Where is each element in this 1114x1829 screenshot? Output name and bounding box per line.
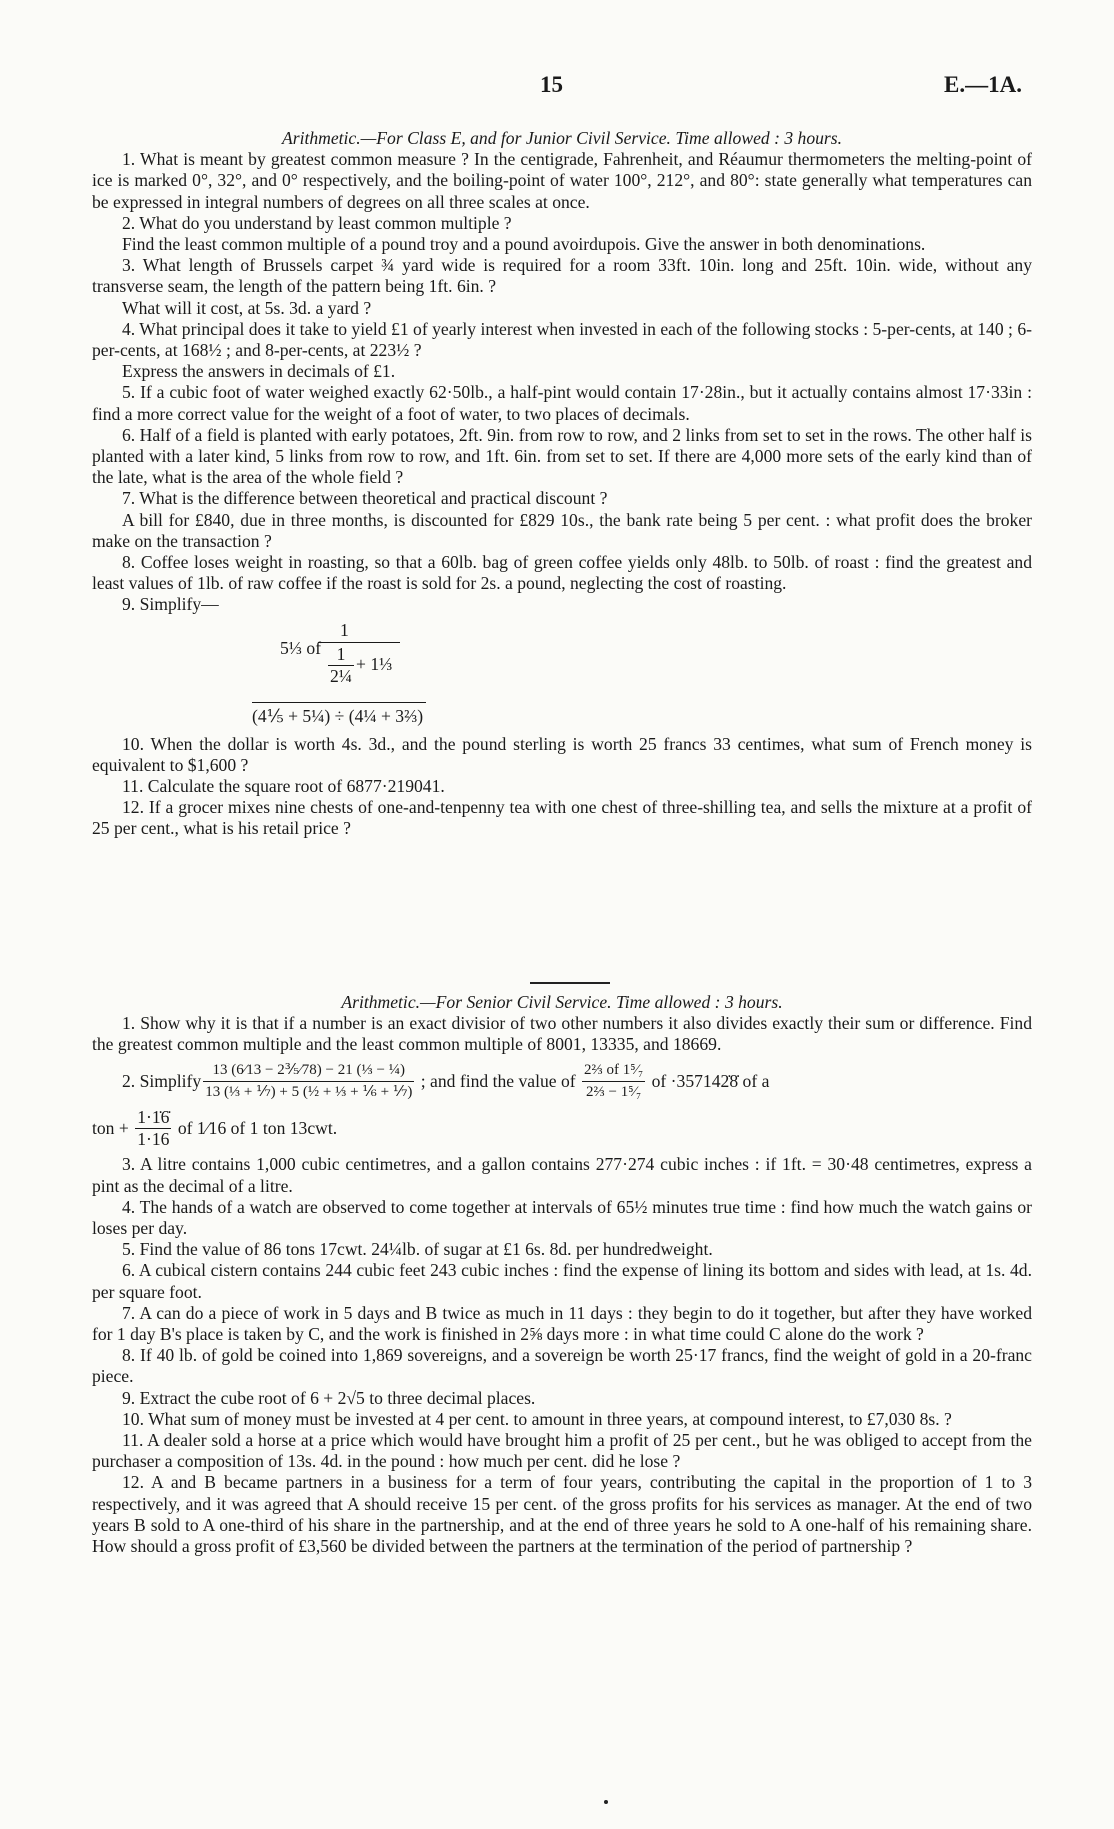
senior-q7: 7. A can do a piece of work in 5 days and B twice as much in 11 days : they begin to do it together, but after they have worked for 1 day B's place is taken by C, and the work is finished in 2⅝ days more : in what time could C alone do the work ? <box>92 1302 1032 1345</box>
senior-q8: 8. If 40 lb. of gold be coined into 1,869 sovereigns, and a sovereign be worth 25·17 francs, find the weight of gold in a 20-franc piece. <box>92 1345 1032 1387</box>
expr-one: 1 <box>340 619 349 640</box>
junior-q2b: Find the least common multiple of a pound troy and a pound avoirdupois. Give the answer in both denominations. <box>122 234 926 255</box>
expr-main-bar <box>252 702 426 703</box>
document-code: E.—1A. <box>944 72 1022 97</box>
expr-fraction-bar <box>318 642 400 643</box>
page-number: 15 <box>540 72 563 97</box>
senior-q1: 1. Show why it is that if a number is an exact divisior of two other numbers it also divides exactly their sum or difference. Find the greatest common multiple and the least common multiple of 8001, 13335, and 18669. <box>92 1013 1032 1055</box>
senior-q3: 3. A litre contains 1,000 cubic centimetres, and a gallon contains 277·274 cubic inches : if 1ft. = 30·48 centimetres, express a pint as the decimal of a litre. <box>92 1154 1032 1196</box>
junior-q3a: 3. What length of Brussels carpet ¾ yard wide is required for a room 33ft. 10in. long and 25ft. 10in. wide, without any transverse seam, the length of the pattern being 1ft. 6in. ? <box>92 255 1032 297</box>
junior-q10: 10. When the dollar is worth 4s. 3d., and the pound sterling is worth 25 francs 33 centimes, what sum of French money is equivalent to $1,600 ? <box>92 733 1032 775</box>
junior-q5: 5. If a cubic foot of water weighed exactly 62·50lb., a half-pint would contain 17·28in., but it actually contains almost 17·33in : find a more correct value for the weight of a foot of water, to two places of decimals. <box>92 382 1032 424</box>
expr-lead: 5⅓ of <box>280 637 322 658</box>
expr-denominator: (4⅕ + 5¼) ÷ (4¼ + 3⅔) <box>252 705 424 726</box>
junior-q7a: 7. What is the difference between theoretical and practical discount ? <box>122 488 608 509</box>
expr-inner <box>326 644 392 687</box>
senior-q10: 10. What sum of money must be invested at 4 per cent. to amount in three years, at compound interest, to £7,030 8s. ? <box>122 1408 952 1429</box>
senior-q5: 5. Find the value of 86 tons 17cwt. 24¼lb. of sugar at £1 6s. 8d. per hundredweight. <box>122 1239 713 1260</box>
senior-section <box>92 992 1032 1557</box>
junior-title: Arithmetic.—For Class E, and for Junior Civil Service. Time allowed : 3 hours. <box>281 128 843 148</box>
q2-fraction-3: $\frac{1\cdot 1̇6̇}{1\cdot 16}$ <box>137 1107 170 1150</box>
junior-q6: 6. Half of a field is planted with early potatoes, 2ft. 9in. from row to row, and 2 links from set to set in the rows. The other half is planted with a later kind, 5 links from row to row, and 1ft. 6in. from set to set. If there are 4,000 more sets of the early kind than of the late, what is the area of the whole field ? <box>92 424 1032 488</box>
senior-q9: 9. Extract the cube root of 6 + 2√5 to three decimal places. <box>122 1387 536 1408</box>
q2-fraction-2: $\frac{\text{2⅔ of 1⁵⁄₇}}{\text{2⅔ − 1⁵⁄₇}}$ <box>584 1061 644 1100</box>
senior-q2: 2. Simplify $\frac{\text{13 (6⁄13 − 2⅗⁄78) − 21 (⅓ − ¼)}}{\text{13 (⅓ + ⅐) + 5 (½ + ⅓ + ⅙ + ⅐)}}$ ; and find the value of $\frac{\text{2⅔ of 1⁵⁄₇}}{\text{2⅔ − 1⁵⁄₇}}$ of ·357142̇8̇ of a <box>92 1060 1032 1103</box>
junior-q7b: A bill for £840, due in three months, is discounted for £829 10s., the bank rate being 5 per cent. : what profit does the broker make on the transaction ? <box>92 509 1032 551</box>
senior-q12: 12. A and B became partners in a business for a term of four years, contributing the capital in the proportion of 1 to 3 respectively, and it was agreed that A should receive 15 per cent. of the gross profits for his services as manager. At the end of two years B sold to A one-third of his share in the partnership, and at the end of three years he sold to A one-half of his remaining share. How should a gross profit of £3,560 be divided between the partners at the termination of the period of partnership ? <box>92 1472 1032 1557</box>
q2-fraction-1: $\frac{\text{13 (6⁄13 − 2⅗⁄78) − 21 (⅓ − ¼)}}{\text{13 (⅓ + ⅐) + 5 (½ + ⅓ + ⅙ + ⅐)}}$ <box>205 1061 413 1100</box>
senior-q2-line2: ton + $\frac{1\cdot 1̇6̇}{1\cdot 16}$ of 1⁄16 of 1 ton 13cwt. <box>92 1107 338 1150</box>
section-divider <box>530 982 610 984</box>
junior-section <box>92 128 1032 840</box>
senior-q6: 6. A cubical cistern contains 244 cubic feet 243 cubic inches : find the expense of lining its bottom and sides with lead, at 1s. 4d. per square foot. <box>92 1260 1032 1302</box>
junior-q1: 1. What is meant by greatest common measure ? In the centigrade, Fahrenheit, and Réaumur thermometers the melting-point of ice is marked 0°, 32°, and 0° respectively, and the boiling-point of water 100°, 212°, and 80°: state generally what temperatures can be expressed in integral numbers of degrees on all three scales at once. <box>92 149 1032 212</box>
junior-q2a: 2. What do you understand by least common multiple ? <box>122 212 512 233</box>
senior-title: Arithmetic.—For Senior Civil Service. Time allowed : 3 hours. <box>341 992 783 1012</box>
footer-dot <box>604 1800 608 1804</box>
junior-q9: 9. Simplify— <box>122 594 219 615</box>
junior-q8: 8. Coffee loses weight in roasting, so that a 60lb. bag of green coffee yields only 48lb. to 50lb. of roast : find the greatest and least values of 1lb. of raw coffee if the roast is sold for 2s. a pound, neglecting the cost of roasting. <box>92 552 1032 594</box>
junior-q4b: Express the answers in decimals of £1. <box>122 361 396 382</box>
senior-q11: 11. A dealer sold a horse at a price which would have brought him a profit of 25 per cent., but he was obliged to accept from the purchaser a composition of 13s. 4d. in the pound : how much per cent. did he lose ? <box>92 1430 1032 1472</box>
page-header <box>0 72 1114 112</box>
junior-q11: 11. Calculate the square root of 6877·219041. <box>122 776 445 797</box>
expr-plus: + 1⅓ <box>356 653 393 674</box>
expr-inner-fraction: $\frac{1}{\text{2¼}}$ <box>330 643 352 686</box>
simplify-expression <box>92 620 1032 730</box>
junior-q12: 12. If a grocer mixes nine chests of one-and-tenpenny tea with one chest of three-shilling tea, and sells the mixture at a profit of 25 per cent., what is his retail price ? <box>92 797 1032 839</box>
junior-q3b: What will it cost, at 5s. 3d. a yard ? <box>122 297 372 318</box>
junior-q4a: 4. What principal does it take to yield £1 of yearly interest when invested in each of the following stocks : 5-per-cents, at 140 ; 6-per-cents, at 168½ ; and 8-per-cents, at 223½ ? <box>92 318 1032 361</box>
senior-q4: 4. The hands of a watch are observed to come together at intervals of 65½ minutes true time : find how much the watch gains or loses per day. <box>92 1196 1032 1239</box>
